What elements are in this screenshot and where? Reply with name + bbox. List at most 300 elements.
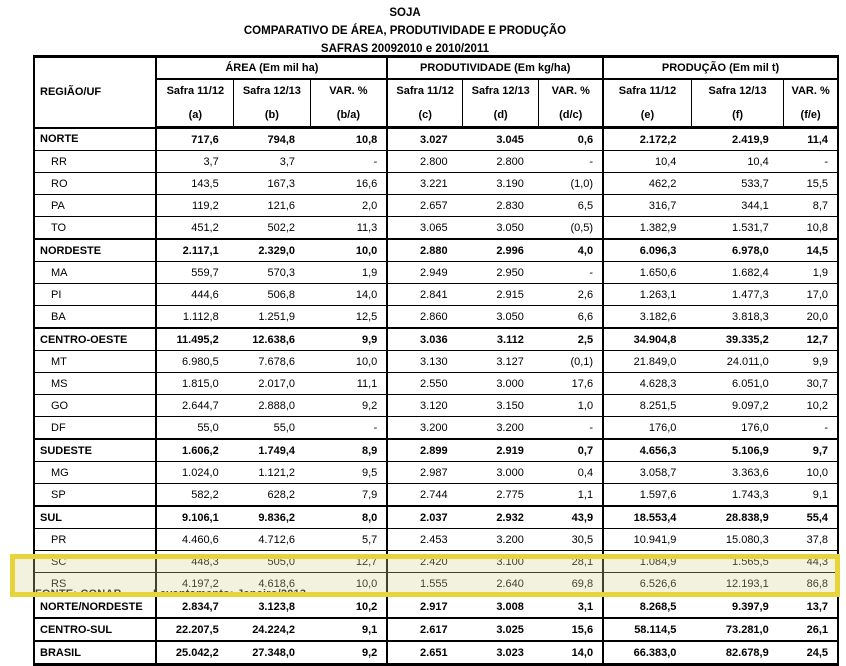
- col-header-e: [603, 79, 691, 128]
- value-cell: 2.037: [387, 506, 462, 529]
- value-cell: 1.749,4: [234, 439, 310, 462]
- value-cell: 143,5: [156, 173, 233, 195]
- region-cell: PI: [34, 284, 156, 306]
- value-cell: 316,7: [603, 195, 691, 217]
- value-cell: 2.617: [387, 618, 462, 641]
- region-cell: NORTE: [34, 128, 156, 151]
- value-cell: 15.080,3: [691, 529, 783, 551]
- value-cell: 717,6: [156, 128, 233, 151]
- value-cell: 14,0: [539, 641, 603, 665]
- value-cell: 1.263,1: [603, 284, 691, 306]
- value-cell: 44,3: [784, 551, 838, 573]
- table-row: [34, 618, 838, 641]
- table-row: [34, 395, 838, 417]
- value-cell: 22.207,5: [156, 618, 233, 641]
- value-cell: 3.123,8: [234, 595, 310, 618]
- letter-label: (e): [640, 108, 655, 121]
- value-cell: 3.050: [463, 217, 539, 240]
- value-cell: 10,0: [310, 239, 387, 262]
- region-cell: NORTE/NORDESTE: [34, 595, 156, 618]
- value-cell: 9,5: [310, 462, 387, 484]
- value-cell: 444,6: [156, 284, 233, 306]
- value-cell: 2,0: [310, 195, 387, 217]
- safra-label: Safra 11/12: [618, 84, 677, 97]
- table-row: [34, 173, 838, 195]
- value-cell: 3.008: [463, 595, 539, 618]
- table-row: [34, 128, 838, 151]
- value-cell: 3.000: [463, 373, 539, 395]
- value-cell: 1.606,2: [156, 439, 233, 462]
- value-cell: 3,7: [234, 151, 310, 173]
- value-cell: 3.190: [463, 173, 539, 195]
- table-row: [34, 195, 838, 217]
- value-cell: 1.112,8: [156, 306, 233, 329]
- value-cell: 69,8: [539, 573, 603, 596]
- value-cell: 1.121,2: [234, 462, 310, 484]
- var-label: VAR. %: [329, 84, 368, 97]
- value-cell: -: [784, 417, 838, 440]
- value-cell: 30,7: [784, 373, 838, 395]
- region-header-cell: REGIÃO/UF: [34, 57, 156, 128]
- letter-label: (b): [264, 108, 279, 121]
- value-cell: -: [539, 262, 603, 284]
- value-cell: (0,1): [539, 351, 603, 373]
- value-cell: 1.743,3: [691, 484, 783, 507]
- value-cell: 3.130: [387, 351, 462, 373]
- safra-label: Safra 12/13: [708, 84, 767, 97]
- value-cell: 451,2: [156, 217, 233, 240]
- region-cell: SP: [34, 484, 156, 507]
- value-cell: 43,9: [539, 506, 603, 529]
- value-cell: 505,0: [234, 551, 310, 573]
- value-cell: 6.096,3: [603, 239, 691, 262]
- value-cell: 9,9: [784, 351, 838, 373]
- value-cell: 794,8: [234, 128, 310, 151]
- value-cell: (1,0): [539, 173, 603, 195]
- value-cell: 3.120: [387, 395, 462, 417]
- value-cell: 9.106,1: [156, 506, 233, 529]
- group-header-producao: PRODUÇÃO (Em mil t): [603, 57, 838, 80]
- table-row: [34, 529, 838, 551]
- value-cell: 73.281,0: [691, 618, 783, 641]
- region-cell: DF: [34, 417, 156, 440]
- table-row: [34, 417, 838, 440]
- region-cell: RR: [34, 151, 156, 173]
- value-cell: 3.045: [463, 128, 539, 151]
- value-cell: 1.565,5: [691, 551, 783, 573]
- value-cell: 2.830: [463, 195, 539, 217]
- value-cell: 12,7: [784, 328, 838, 351]
- value-cell: 8,7: [784, 195, 838, 217]
- value-cell: 9.097,2: [691, 395, 783, 417]
- col-header-f: [691, 79, 783, 128]
- value-cell: 2.932: [463, 506, 539, 529]
- value-cell: 14,5: [784, 239, 838, 262]
- region-cell: TO: [34, 217, 156, 240]
- value-cell: 2.996: [463, 239, 539, 262]
- value-cell: 3.363,6: [691, 462, 783, 484]
- var-label: VAR. %: [791, 84, 830, 97]
- value-cell: 2.917: [387, 595, 462, 618]
- region-cell: RS: [34, 573, 156, 596]
- season-line: SAFRAS 20092010 e 2010/2011: [320, 43, 490, 55]
- region-cell: RO: [34, 173, 156, 195]
- value-cell: 6.051,0: [691, 373, 783, 395]
- value-cell: 462,2: [603, 173, 691, 195]
- value-cell: 15,6: [539, 618, 603, 641]
- value-cell: 2.420: [387, 551, 462, 573]
- value-cell: 176,0: [691, 417, 783, 440]
- value-cell: 37,8: [784, 529, 838, 551]
- value-cell: 0,6: [539, 128, 603, 151]
- value-cell: 3.065: [387, 217, 462, 240]
- value-cell: 1.477,3: [691, 284, 783, 306]
- value-cell: 2.880: [387, 239, 462, 262]
- value-cell: 11,4: [784, 128, 838, 151]
- value-cell: 28,1: [539, 551, 603, 573]
- value-cell: 11,3: [310, 217, 387, 240]
- value-cell: 448,3: [156, 551, 233, 573]
- table-row: [34, 641, 838, 665]
- region-cell: CENTRO-SUL: [34, 618, 156, 641]
- value-cell: 2.017,0: [234, 373, 310, 395]
- value-cell: 559,7: [156, 262, 233, 284]
- value-cell: 2,6: [539, 284, 603, 306]
- region-cell: SUL: [34, 506, 156, 529]
- value-cell: 12,7: [310, 551, 387, 573]
- value-cell: 24,5: [784, 641, 838, 665]
- value-cell: 2.860: [387, 306, 462, 329]
- value-cell: 2.775: [463, 484, 539, 507]
- value-cell: 17,0: [784, 284, 838, 306]
- value-cell: 3,1: [539, 595, 603, 618]
- value-cell: 1,9: [784, 262, 838, 284]
- col-header-b: [234, 79, 310, 128]
- value-cell: 8,9: [310, 439, 387, 462]
- value-cell: 16,6: [310, 173, 387, 195]
- value-cell: 10,8: [310, 128, 387, 151]
- safra-label: Safra 11/12: [166, 84, 225, 97]
- value-cell: 4.712,6: [234, 529, 310, 551]
- region-cell: BA: [34, 306, 156, 329]
- col-header-a: [156, 79, 233, 128]
- value-cell: 12.638,6: [234, 328, 310, 351]
- value-cell: 21.849,0: [603, 351, 691, 373]
- value-cell: 7.678,6: [234, 351, 310, 373]
- col-header-fe: [784, 79, 838, 128]
- value-cell: 3.150: [463, 395, 539, 417]
- value-cell: 2.800: [463, 151, 539, 173]
- value-cell: 2.841: [387, 284, 462, 306]
- value-cell: 14,0: [310, 284, 387, 306]
- region-cell: MA: [34, 262, 156, 284]
- value-cell: 4.656,3: [603, 439, 691, 462]
- value-cell: 2.644,7: [156, 395, 233, 417]
- value-cell: 26,1: [784, 618, 838, 641]
- footnote-survey: Levantamento: Janeiro/2013.: [153, 588, 310, 600]
- value-cell: 20,0: [784, 306, 838, 329]
- value-cell: 86,8: [784, 573, 838, 596]
- value-cell: 10,4: [691, 151, 783, 173]
- value-cell: 82.678,9: [691, 641, 783, 665]
- value-cell: 10.941,9: [603, 529, 691, 551]
- value-cell: 10,2: [784, 395, 838, 417]
- value-cell: 2.987: [387, 462, 462, 484]
- value-cell: (0,5): [539, 217, 603, 240]
- value-cell: 2.172,2: [603, 128, 691, 151]
- region-cell: MS: [34, 373, 156, 395]
- region-cell: MT: [34, 351, 156, 373]
- table-row: [34, 373, 838, 395]
- value-cell: 6,5: [539, 195, 603, 217]
- value-cell: 2.419,9: [691, 128, 783, 151]
- value-cell: 2.657: [387, 195, 462, 217]
- value-cell: 1,1: [539, 484, 603, 507]
- value-cell: 4,0: [539, 239, 603, 262]
- value-cell: 10,4: [603, 151, 691, 173]
- value-cell: 3.027: [387, 128, 462, 151]
- value-cell: 3.100: [463, 551, 539, 573]
- region-cell: CENTRO-OESTE: [34, 328, 156, 351]
- value-cell: 34.904,8: [603, 328, 691, 351]
- value-cell: 506,8: [234, 284, 310, 306]
- value-cell: 1.555: [387, 573, 462, 596]
- value-cell: 17,6: [539, 373, 603, 395]
- value-cell: 10,2: [310, 595, 387, 618]
- table-row: [34, 306, 838, 329]
- value-cell: 28.838,9: [691, 506, 783, 529]
- value-cell: 8.251,5: [603, 395, 691, 417]
- value-cell: 176,0: [603, 417, 691, 440]
- value-cell: 11,1: [310, 373, 387, 395]
- value-cell: 2.915: [463, 284, 539, 306]
- value-cell: 2.744: [387, 484, 462, 507]
- value-cell: 3.058,7: [603, 462, 691, 484]
- table-row: [34, 151, 838, 173]
- value-cell: 582,2: [156, 484, 233, 507]
- value-cell: 3.818,3: [691, 306, 783, 329]
- value-cell: 3.023: [463, 641, 539, 665]
- value-cell: 1,0: [539, 395, 603, 417]
- table-row: [34, 262, 838, 284]
- value-cell: 2.950: [463, 262, 539, 284]
- value-cell: 4.628,3: [603, 373, 691, 395]
- value-cell: 6,6: [539, 306, 603, 329]
- value-cell: 9,1: [310, 618, 387, 641]
- value-cell: 9.836,2: [234, 506, 310, 529]
- value-cell: 533,7: [691, 173, 783, 195]
- value-cell: 1,9: [310, 262, 387, 284]
- group-header-area: ÁREA (Em mil ha): [156, 57, 387, 80]
- value-cell: 55,0: [234, 417, 310, 440]
- report-titles: [0, 4, 810, 58]
- value-cell: 27.348,0: [234, 641, 310, 665]
- value-cell: 55,4: [784, 506, 838, 529]
- value-cell: 3.182,6: [603, 306, 691, 329]
- value-cell: 502,2: [234, 217, 310, 240]
- value-cell: 570,3: [234, 262, 310, 284]
- table-row: [34, 351, 838, 373]
- value-cell: 6.980,5: [156, 351, 233, 373]
- table-row: [34, 506, 838, 529]
- col-header-c: [387, 79, 462, 128]
- table-row: [34, 462, 838, 484]
- table-row: [34, 239, 838, 262]
- value-cell: 2.834,7: [156, 595, 233, 618]
- value-cell: 2.640: [463, 573, 539, 596]
- value-cell: 9,2: [310, 641, 387, 665]
- value-cell: 6.978,0: [691, 239, 783, 262]
- value-cell: 18.553,4: [603, 506, 691, 529]
- value-cell: 15,5: [784, 173, 838, 195]
- value-cell: 1.650,6: [603, 262, 691, 284]
- value-cell: 3.200: [463, 417, 539, 440]
- value-cell: 2.651: [387, 641, 462, 665]
- value-cell: 5,7: [310, 529, 387, 551]
- value-cell: 2.117,1: [156, 239, 233, 262]
- value-cell: 1.084,9: [603, 551, 691, 573]
- table-row: [34, 484, 838, 507]
- safra-label: Safra 11/12: [396, 84, 454, 97]
- page-subtitle: COMPARATIVO DE ÁREA, PRODUTIVIDADE E PRODUÇÃO: [243, 25, 567, 37]
- value-cell: 2.550: [387, 373, 462, 395]
- value-cell: 2.919: [463, 439, 539, 462]
- region-cell: NORDESTE: [34, 239, 156, 262]
- footnote-source: FONTE: CONAB: [35, 588, 122, 600]
- value-cell: 58.114,5: [603, 618, 691, 641]
- value-cell: 3.050: [463, 306, 539, 329]
- value-cell: 4.460,6: [156, 529, 233, 551]
- value-cell: 4.197,2: [156, 573, 233, 596]
- value-cell: 2.329,0: [234, 239, 310, 262]
- value-cell: 7,9: [310, 484, 387, 507]
- value-cell: 121,6: [234, 195, 310, 217]
- letter-label: (f/e): [800, 108, 821, 121]
- letter-label: (d): [493, 108, 508, 121]
- value-cell: 9,2: [310, 395, 387, 417]
- value-cell: 12,5: [310, 306, 387, 329]
- value-cell: 10,0: [310, 351, 387, 373]
- letter-label: (b/a): [336, 108, 361, 121]
- value-cell: 24.011,0: [691, 351, 783, 373]
- value-cell: 1.251,9: [234, 306, 310, 329]
- table-row: [34, 439, 838, 462]
- value-cell: 0,7: [539, 439, 603, 462]
- region-cell: SC: [34, 551, 156, 573]
- value-cell: 3.112: [463, 328, 539, 351]
- value-cell: 8,0: [310, 506, 387, 529]
- page-title: SOJA: [389, 7, 421, 19]
- value-cell: 2.453: [387, 529, 462, 551]
- value-cell: 1.531,7: [691, 217, 783, 240]
- value-cell: -: [784, 151, 838, 173]
- value-cell: 119,2: [156, 195, 233, 217]
- value-cell: 1.597,6: [603, 484, 691, 507]
- value-cell: 2.800: [387, 151, 462, 173]
- value-cell: 4.618,6: [234, 573, 310, 596]
- group-header-produtividade: PRODUTIVIDADE (Em kg/ha): [387, 57, 603, 80]
- value-cell: 5.106,9: [691, 439, 783, 462]
- value-cell: 10,0: [310, 573, 387, 596]
- letter-label: (a): [188, 108, 203, 121]
- value-cell: 10,8: [784, 217, 838, 240]
- value-cell: 2.949: [387, 262, 462, 284]
- value-cell: 1.382,9: [603, 217, 691, 240]
- col-header-dc: [539, 79, 603, 128]
- value-cell: 12.193,1: [691, 573, 783, 596]
- value-cell: 8.268,5: [603, 595, 691, 618]
- value-cell: -: [539, 417, 603, 440]
- value-cell: 6.526,6: [603, 573, 691, 596]
- value-cell: 2.899: [387, 439, 462, 462]
- value-cell: 1.682,4: [691, 262, 783, 284]
- value-cell: 30,5: [539, 529, 603, 551]
- value-cell: 2.888,0: [234, 395, 310, 417]
- value-cell: 3.000: [463, 462, 539, 484]
- region-cell: BRASIL: [34, 641, 156, 665]
- value-cell: 628,2: [234, 484, 310, 507]
- value-cell: 9.397,9: [691, 595, 783, 618]
- region-cell: PA: [34, 195, 156, 217]
- value-cell: 11.495,2: [156, 328, 233, 351]
- value-cell: 167,3: [234, 173, 310, 195]
- value-cell: -: [310, 151, 387, 173]
- col-header-d: [463, 79, 539, 128]
- col-header-ba: [310, 79, 387, 128]
- region-cell: SUDESTE: [34, 439, 156, 462]
- highlight-box: [10, 554, 840, 597]
- value-cell: 9,1: [784, 484, 838, 507]
- value-cell: 3.127: [463, 351, 539, 373]
- value-cell: 3.025: [463, 618, 539, 641]
- safra-label: Safra 12/13: [471, 84, 530, 97]
- value-cell: 3.036: [387, 328, 462, 351]
- letter-label: (d/c): [559, 108, 583, 121]
- table-row: [34, 284, 838, 306]
- value-cell: 3.200: [463, 529, 539, 551]
- value-cell: 1.815,0: [156, 373, 233, 395]
- table-row: [34, 328, 838, 351]
- value-cell: 9,7: [784, 439, 838, 462]
- letter-label: (f): [732, 108, 744, 121]
- group-header-row: [34, 57, 838, 80]
- value-cell: 1.024,0: [156, 462, 233, 484]
- value-cell: 2,5: [539, 328, 603, 351]
- value-cell: 66.383,0: [603, 641, 691, 665]
- value-cell: 25.042,2: [156, 641, 233, 665]
- value-cell: 344,1: [691, 195, 783, 217]
- value-cell: 9,9: [310, 328, 387, 351]
- var-label: VAR. %: [551, 84, 590, 97]
- value-cell: 3.221: [387, 173, 462, 195]
- value-cell: -: [539, 151, 603, 173]
- value-cell: -: [310, 417, 387, 440]
- safra-label: Safra 12/13: [242, 84, 301, 97]
- value-cell: 10,0: [784, 462, 838, 484]
- region-cell: GO: [34, 395, 156, 417]
- letter-label: (c): [418, 108, 432, 121]
- region-cell: PR: [34, 529, 156, 551]
- value-cell: 3.200: [387, 417, 462, 440]
- region-cell: MG: [34, 462, 156, 484]
- value-cell: 24.224,2: [234, 618, 310, 641]
- table-row: [34, 217, 838, 240]
- value-cell: 55,0: [156, 417, 233, 440]
- value-cell: 3,7: [156, 151, 233, 173]
- value-cell: 39.335,2: [691, 328, 783, 351]
- value-cell: 0,4: [539, 462, 603, 484]
- value-cell: 13,7: [784, 595, 838, 618]
